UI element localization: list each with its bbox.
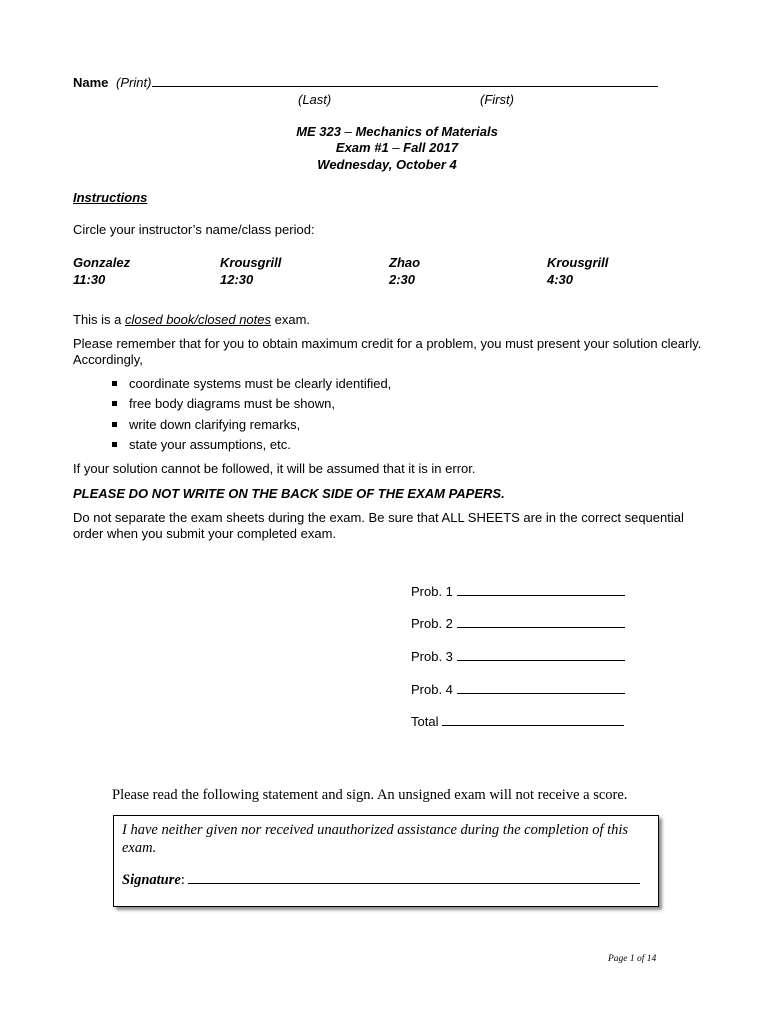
score-label: Prob. 4	[411, 682, 453, 697]
score-row[interactable]	[411, 681, 625, 698]
score-label: Prob. 2	[411, 616, 453, 631]
instructor-period: 11:30	[73, 272, 106, 287]
course-name: Mechanics of Materials	[355, 124, 498, 139]
list-item: write down clarifying remarks,	[111, 417, 391, 437]
score-row[interactable]	[411, 615, 625, 632]
score-line[interactable]	[457, 681, 625, 694]
closed-emphasis: closed book/closed notes	[125, 312, 271, 327]
last-name-label: (Last)	[298, 92, 332, 107]
name-field[interactable]	[73, 74, 658, 91]
instructor-period: 12:30	[220, 272, 254, 287]
separate-sheets-notice: Do not separate the exam sheets during the exam. Be sure that ALL SHEETS are in the correct sequential order when you submit your completed exam.	[73, 510, 684, 541]
list-item: state your assumptions, etc.	[111, 437, 391, 457]
signature-label: Signature	[122, 872, 181, 888]
exam-dash: –	[388, 140, 404, 155]
score-row[interactable]	[411, 648, 625, 665]
statement-prompt: Please read the following statement and sign. An unsigned exam will not receive a score.	[112, 787, 628, 803]
honor-pledge: I have neither given nor received unauthorized assistance during the completion of this exam.	[122, 822, 629, 856]
list-item: coordinate systems must be clearly identified,	[111, 376, 391, 396]
name-print-hint: (Print)	[116, 75, 152, 90]
credit-reminder: Please remember that for you to obtain maximum credit for a problem, you must present your solution clearly. Accordingly,	[73, 336, 702, 367]
instructor-option[interactable]	[389, 255, 529, 289]
signature-colon: :	[180, 872, 185, 888]
circle-instructor-prompt: Circle your instructor’s name/class period:	[73, 222, 315, 237]
course-code: ME 323	[296, 124, 341, 139]
closed-book-notice	[73, 312, 310, 328]
instructor-option[interactable]	[220, 255, 360, 289]
instructions-heading: Instructions	[73, 190, 148, 205]
score-row[interactable]	[411, 713, 624, 730]
exam-title	[0, 140, 768, 156]
score-line[interactable]	[442, 713, 624, 726]
signature-field[interactable]	[122, 869, 650, 889]
honor-pledge-box	[113, 815, 659, 907]
error-notice: If your solution cannot be followed, it will be assumed that it is in error.	[73, 461, 476, 476]
instructor-period: 2:30	[389, 272, 416, 287]
instructor-period: 4:30	[547, 272, 574, 287]
name-label: Name	[73, 75, 109, 90]
back-side-warning: PLEASE DO NOT WRITE ON THE BACK SIDE OF THE EXAM PAPERS.	[73, 486, 505, 501]
signature-line[interactable]	[188, 869, 640, 884]
score-label: Prob. 1	[411, 584, 453, 599]
course-dash: –	[341, 124, 356, 139]
score-row[interactable]	[411, 583, 625, 600]
closed-suffix: exam.	[271, 312, 311, 327]
score-label: Total	[411, 714, 439, 729]
name-write-line[interactable]	[152, 74, 658, 87]
first-name-label: (First)	[480, 92, 514, 107]
exam-term: Fall 2017	[403, 140, 459, 155]
instructor-name: Krousgrill	[547, 255, 609, 270]
score-line[interactable]	[457, 583, 625, 596]
instructor-option[interactable]	[547, 255, 687, 289]
instructor-name: Krousgrill	[220, 255, 282, 270]
course-title	[0, 124, 768, 140]
score-label: Prob. 3	[411, 649, 453, 664]
exam-date: Wednesday, October 4	[317, 157, 457, 172]
score-line[interactable]	[457, 615, 625, 628]
list-item: free body diagrams must be shown,	[111, 396, 391, 416]
score-line[interactable]	[457, 648, 625, 661]
instructor-name: Gonzalez	[73, 255, 131, 270]
exam-number: Exam #1	[335, 140, 389, 155]
requirements-list	[111, 376, 391, 457]
closed-prefix: This is a	[73, 312, 126, 327]
page-number: Page 1 of 14	[608, 954, 657, 964]
instructor-option[interactable]	[73, 255, 213, 289]
instructor-name: Zhao	[389, 255, 421, 270]
